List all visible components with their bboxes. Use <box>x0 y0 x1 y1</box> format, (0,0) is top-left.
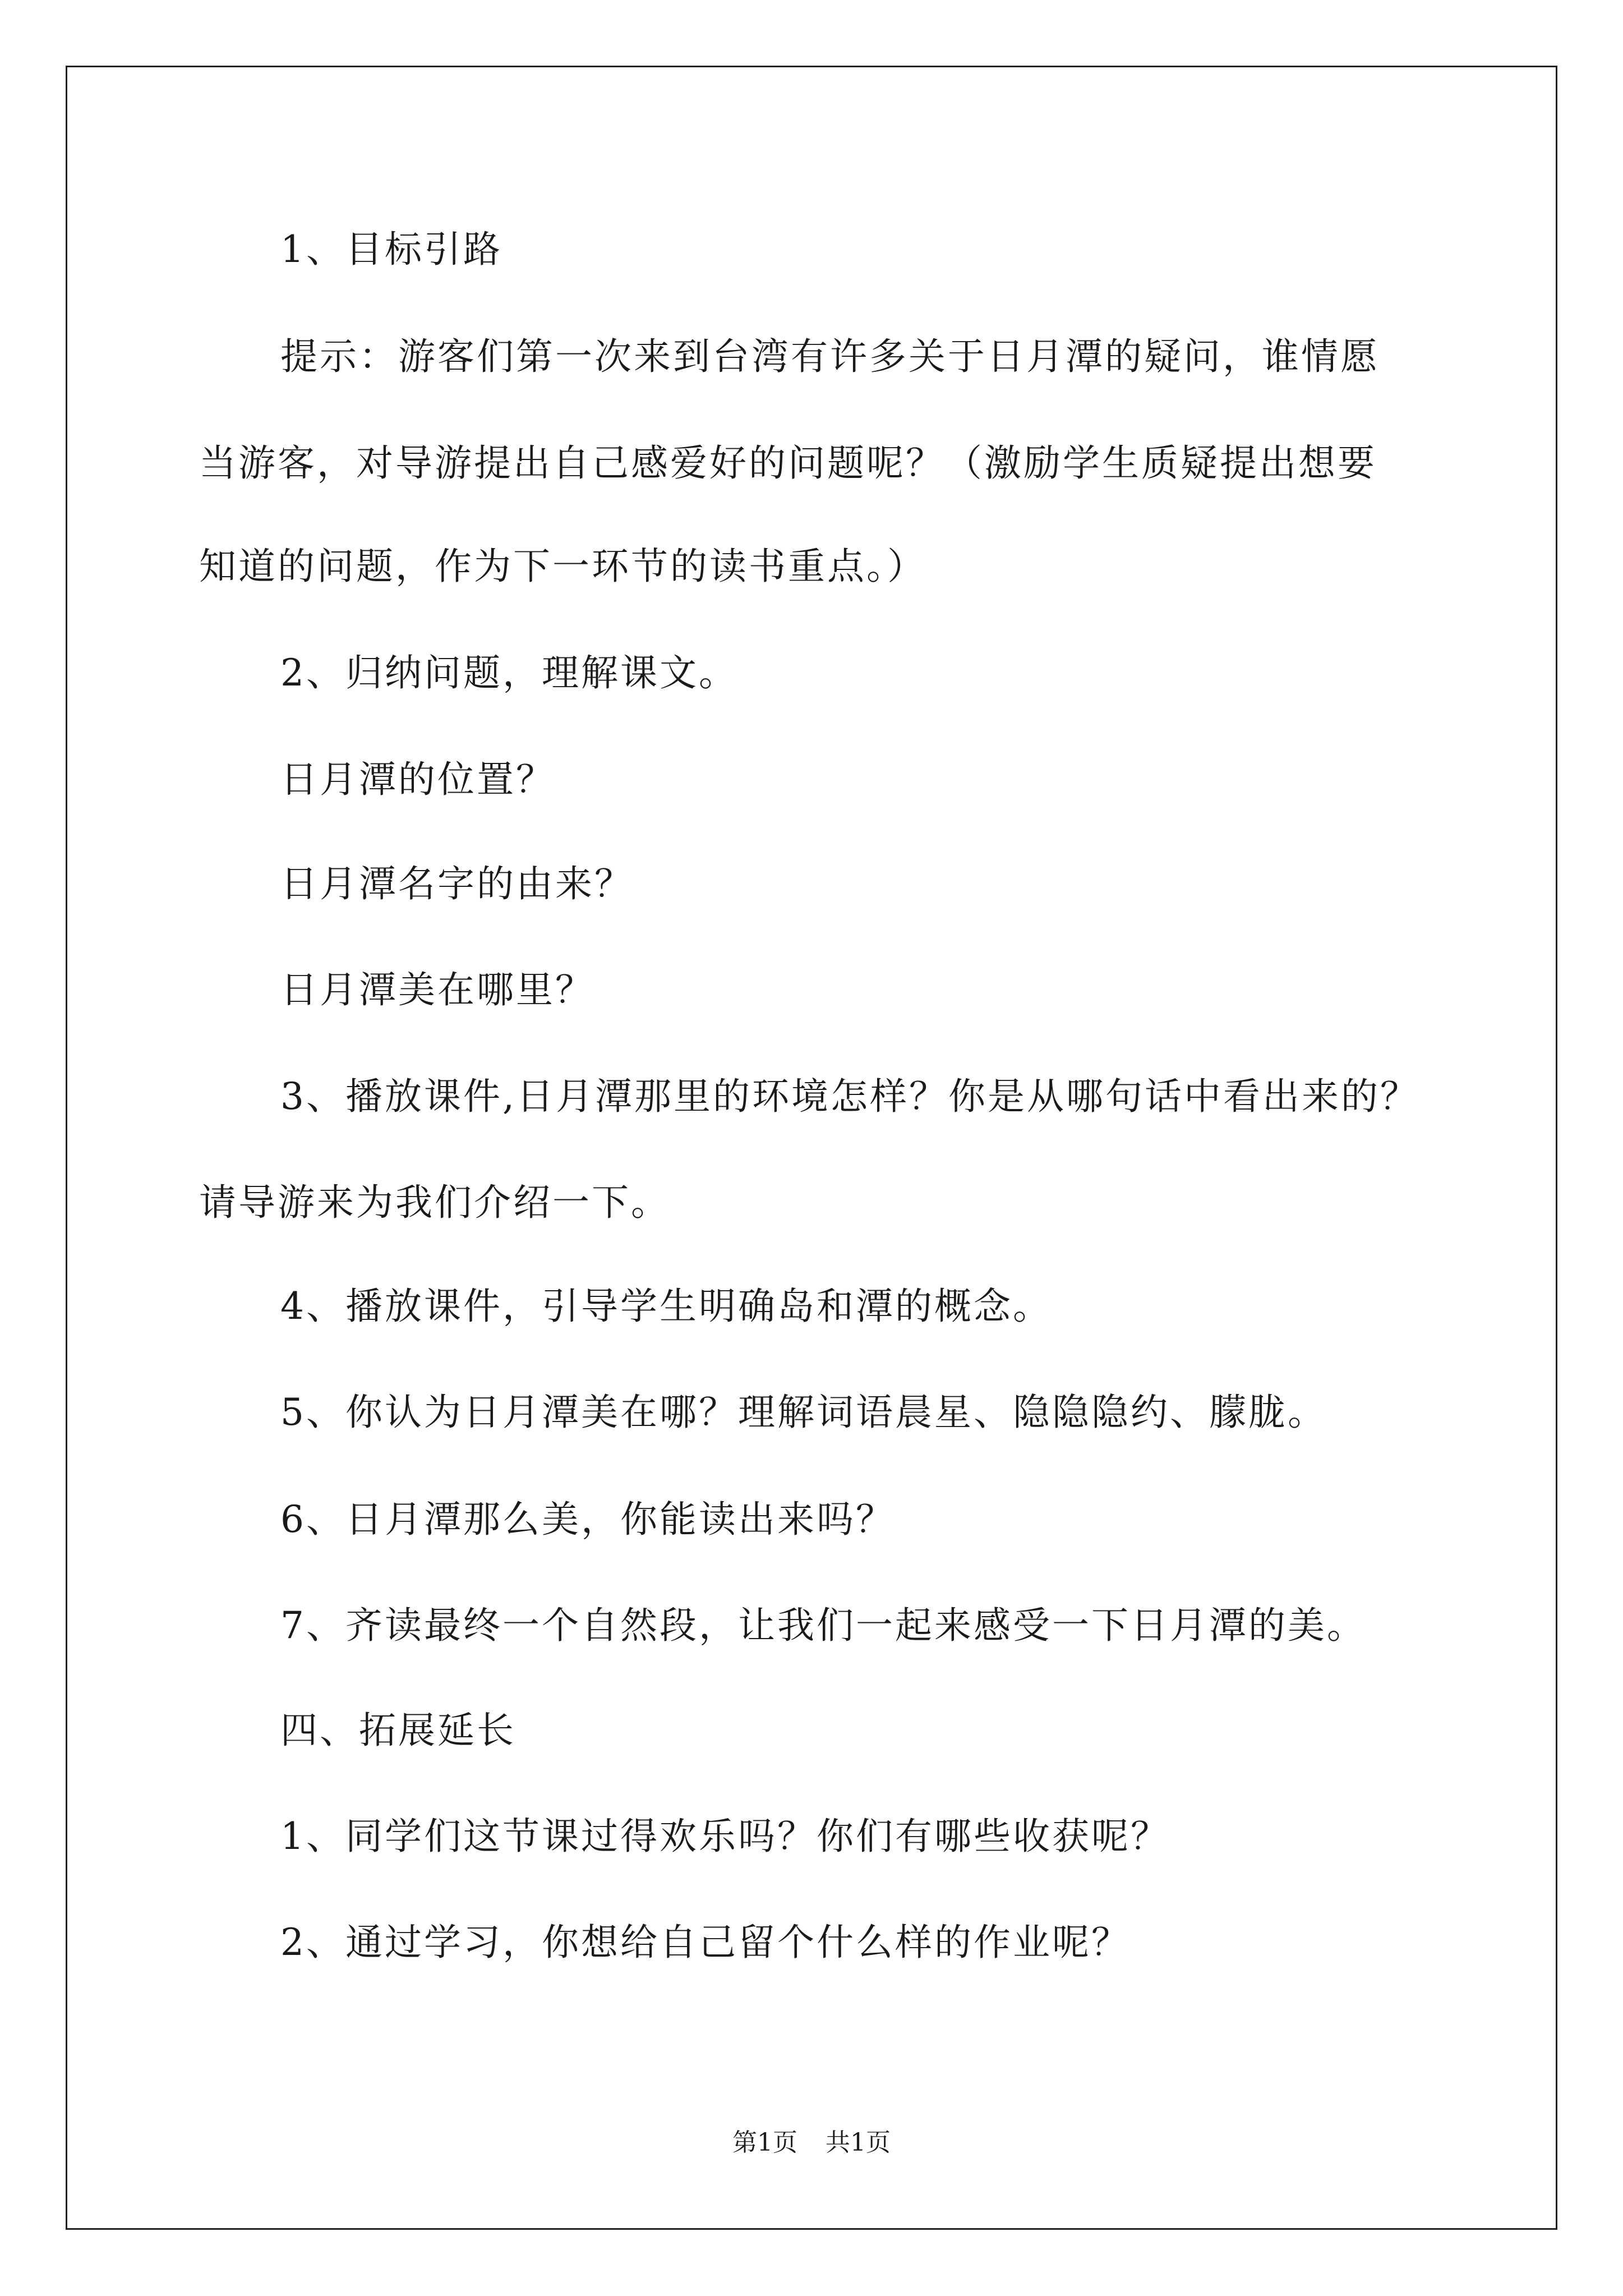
text-line: 当游客，对导游提出自己感爱好的问题呢？（激励学生质疑提出想要 <box>199 441 1377 485</box>
text-line: 日月潭名字的由来？ <box>280 862 634 905</box>
text-line: 提示：游客们第一次来到台湾有许多关于日月潭的疑问，谁情愿 <box>280 335 1380 378</box>
page-border <box>66 66 1557 2230</box>
text-line: 6、日月潭那么美，你能读出来吗？ <box>280 1498 895 1541</box>
text-line: 2、归纳问题，理解课文。 <box>280 651 738 694</box>
text-line: 4、播放课件，引导学生明确岛和潭的概念。 <box>280 1285 1052 1328</box>
text-line: 日月潭的位置？ <box>280 758 555 801</box>
text-line: 1、目标引路 <box>280 228 502 271</box>
page-footer <box>0 2126 1623 2160</box>
text-line: 请导游来为我们介绍一下。 <box>199 1181 670 1224</box>
page-total: 共1页 <box>826 2128 891 2157</box>
text-line: 日月潭美在哪里？ <box>280 968 594 1011</box>
page-number: 第1页 <box>732 2128 797 2157</box>
text-line: 2、通过学习，你想给自己留个什么样的作业呢？ <box>280 1921 1131 1964</box>
text-line: 1、同学们这节课过得欢乐吗？你们有哪些收获呢？ <box>280 1815 1170 1858</box>
text-line: 7、齐读最终一个自然段，让我们一起来感受一下日月潭的美。 <box>280 1604 1366 1647</box>
text-line: 四、拓展延长 <box>280 1709 516 1752</box>
text-line: 3、播放课件,日月潭那里的环境怎样？你是从哪句话中看出来的？ <box>280 1075 1419 1118</box>
text-line: 知道的问题，作为下一环节的读书重点。） <box>199 545 926 588</box>
text-line: 5、你认为日月潭美在哪？理解词语晨星、隐隐隐约、朦胧。 <box>280 1391 1327 1434</box>
